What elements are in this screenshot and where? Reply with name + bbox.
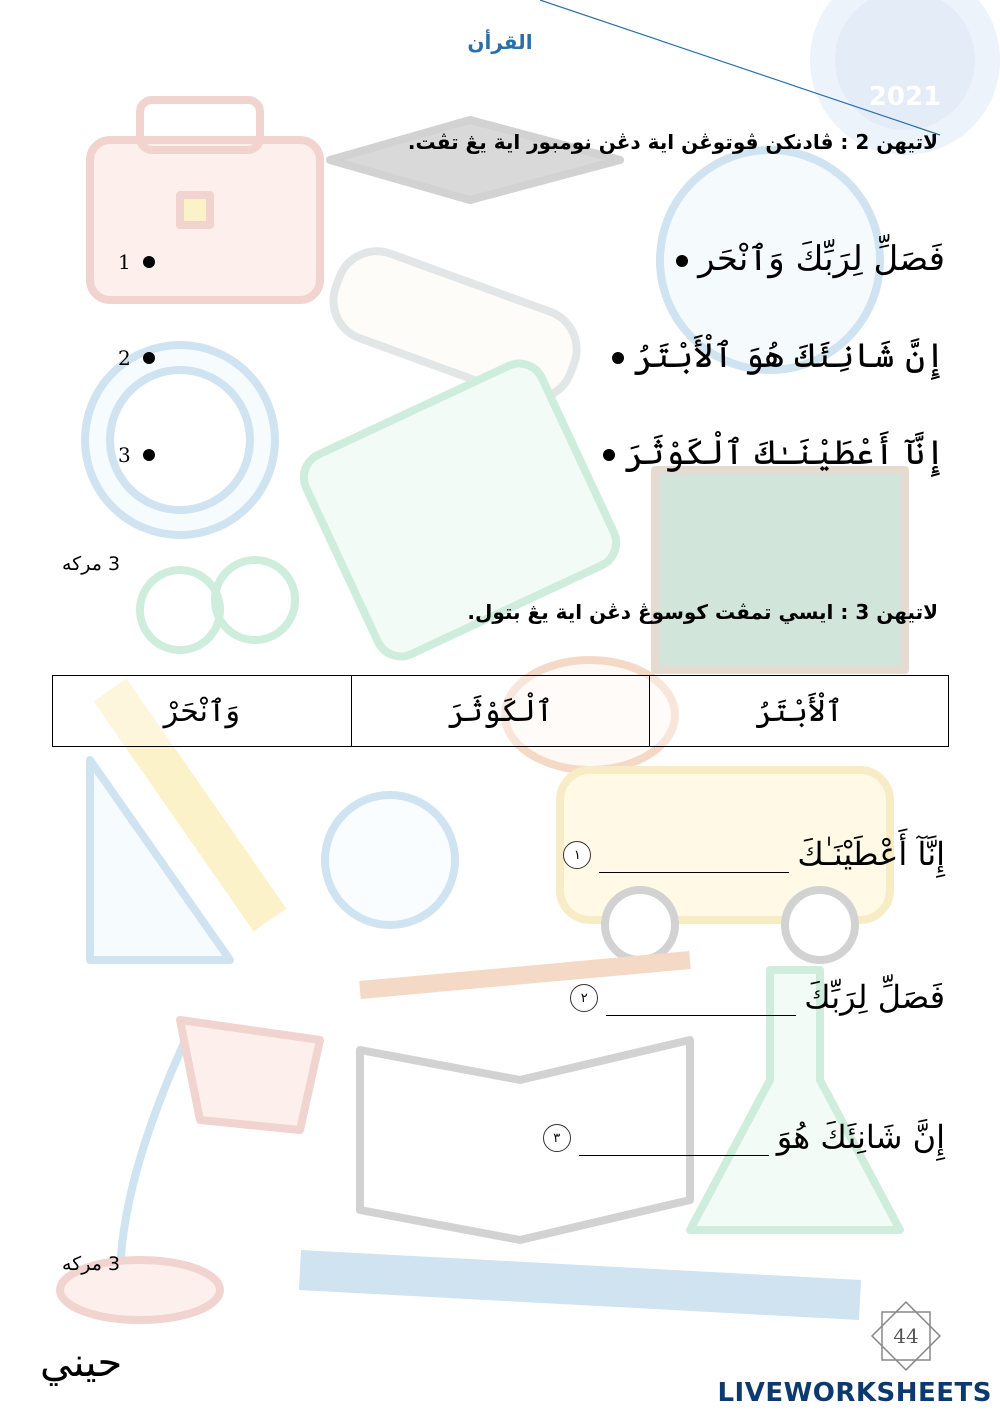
match-dot[interactable]: [143, 449, 155, 461]
ayah-number: ١: [563, 841, 591, 869]
number-label: 1: [118, 250, 131, 274]
subject-title: القرأن: [467, 30, 533, 54]
ayah-number: ٢: [570, 984, 598, 1012]
word-bank-item[interactable]: ٱلْأَبْتَرُ: [650, 676, 949, 747]
match-dot[interactable]: [143, 256, 155, 268]
fill-sentence-3: [543, 1118, 945, 1156]
answer-blank[interactable]: [599, 846, 789, 873]
sentence-text: فَصَلِّ لِرَبِّكَ: [804, 978, 945, 1016]
bullet-dot[interactable]: [603, 449, 615, 461]
match-dot[interactable]: [143, 352, 155, 364]
page-number: 44: [893, 1324, 919, 1348]
exercise2-marks: 3 مركه: [62, 553, 121, 575]
word-bank-table: [52, 675, 949, 747]
verse-2-text: إِنَّ شَانِئَكَ هُوَ ٱلْأَبْتَرُ: [633, 336, 945, 376]
verse-1-text: فَصَلِّ لِرَبِّكَ وَٱنْحَر: [698, 239, 945, 279]
verse-2[interactable]: [612, 335, 945, 376]
number-label: 2: [118, 346, 131, 370]
exercise2-instruction: لاتيهن 2 : ڤادنكن ڤوتوڠن اية دڠن نومبور اية يڠ تڤت.: [407, 130, 938, 154]
number-label: 3: [118, 443, 131, 467]
bullet-dot[interactable]: [676, 255, 688, 267]
number-option-2[interactable]: [118, 346, 155, 370]
exercise3-marks: 3 مركه: [62, 1253, 121, 1275]
answer-blank[interactable]: [579, 1129, 769, 1156]
word-bank-item[interactable]: وَٱنْحَرْ: [53, 676, 352, 747]
signature: حيني: [40, 1340, 123, 1386]
exercise3-instruction: لاتيهن 3 : ايسي تمڤت كوسوڠ دڠن اية يڠ بتول.: [467, 600, 938, 624]
year-label: 2021: [868, 82, 942, 112]
sentence-text: إِنَّ شَانِئَكَ هُوَ: [776, 1118, 945, 1156]
bullet-dot[interactable]: [612, 352, 624, 364]
word-bank-item[interactable]: ٱلْكَوْثَرَ: [351, 676, 650, 747]
verse-3[interactable]: [603, 432, 945, 473]
answer-blank[interactable]: [606, 989, 796, 1016]
verse-3-text: إِنَّآ أَعْطَيْنَـٰكَ ٱلْكَوْثَرَ: [624, 433, 945, 473]
fill-sentence-2: [570, 978, 945, 1016]
verse-1[interactable]: [676, 238, 945, 279]
ayah-number: ٣: [543, 1124, 571, 1152]
sentence-text: إِنَّآ أَعْطَيْنَـٰكَ: [797, 835, 945, 873]
fill-sentence-1: [563, 835, 945, 873]
number-option-3[interactable]: [118, 443, 155, 467]
number-option-1[interactable]: [118, 250, 155, 274]
liveworksheets-logo: LIVEWORKSHEETS: [717, 1378, 992, 1408]
